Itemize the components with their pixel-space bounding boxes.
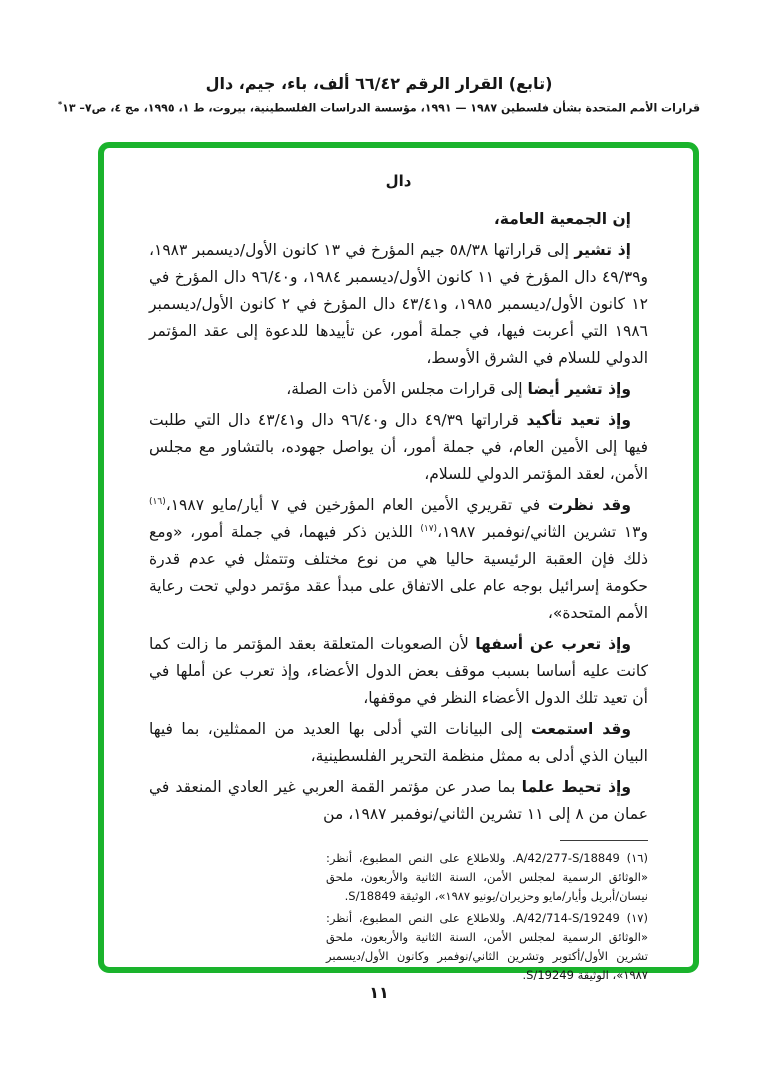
document-source-line <box>0 100 758 115</box>
footnote <box>326 909 648 985</box>
footnote-text: A/42/277-S/18849. وللاطلاع على النص المطبوع، أنظر: «الوثائق الرسمية لمجلس الأمن، السنة الثانية والأربعون، ملحق نيسان/أبريل وأيار/مايو وحزيران/يونيو ١٩٨٧»، الوثيقة S/18849. <box>326 851 648 903</box>
document-source-text: قرارات الأمم المتحدة بشأن فلسطين ١٩٨٧ — ١٩٩١، مؤسسة الدراسات الفلسطينية، بيروت، ط ١، ١٩٩٥، مج ٤، ص٧– ١٣ <box>62 101 701 115</box>
paragraph-lead-in: وقد استمعت <box>530 720 631 738</box>
body-paragraph <box>149 631 648 712</box>
footnote-text: A/42/714-S/19249. وللاطلاع على النص المطبوع، أنظر: «الوثائق الرسمية لمجلس الأمن، السنة الثانية والأربعون، ملحق تشرين الأول/أكتوبر وتشرين الثاني/نوفمبر وكانون الأول/ديسمبر ١٩٨٧»، الوثيقة S/19249. <box>326 911 648 982</box>
footnote-reference: (١٧) <box>420 523 438 534</box>
paragraph-lead-in: إن الجمعية العامة، <box>493 210 631 228</box>
body-paragraph <box>149 774 648 828</box>
section-heading: دال <box>385 172 412 190</box>
footnote <box>326 849 648 906</box>
body-paragraph <box>149 716 648 770</box>
body-paragraph <box>149 237 648 372</box>
paragraph-text: إلى قرارات مجلس الأمن ذات الصلة، <box>286 380 528 398</box>
paragraph-text: إلى البيانات التي أدلى بها العديد من الممثلين، بما فيها البيان الذي أدلى به ممثل منظمة التحرير الفلسطينية، <box>149 720 648 765</box>
paragraph-lead-in: وإذ تعيد تأكيد <box>526 411 631 429</box>
paragraph-lead-in: وإذ تشير أيضا <box>527 380 631 398</box>
footnote-reference: (١٦) <box>149 496 166 507</box>
paragraph-lead-in: وقد نظرت <box>547 496 631 514</box>
paragraph-text: قراراتها ٤٩/٣٩ دال و٩٦/٤٠ دال و٤٣/٤١ دال التي طلبت فيها إلى الأمين العام، في جملة أمور، أن يواصل جهوده، بالتشاور مع مجلس الأمن، لعقد المؤتمر الدولي للسلام، <box>149 411 648 483</box>
body-paragraph <box>149 206 648 233</box>
paragraph-text: و١٣ تشرين الثاني/نوفمبر ١٩٨٧، <box>437 523 648 541</box>
footnote-marker: (١٧) <box>619 911 648 925</box>
paragraph-lead-in: إذ تشير <box>574 241 631 259</box>
source-footnote-mark: * <box>57 100 63 109</box>
body-paragraph <box>149 407 648 488</box>
resolution-body-text <box>149 206 648 828</box>
content-frame <box>98 142 699 982</box>
paragraph-lead-in: وإذ تعرب عن أسفها <box>475 635 631 653</box>
paragraph-text: لأن الصعوبات المتعلقة بعقد المؤتمر ما زالت كما كانت عليه أساسا بسبب موقف بعض الدول الأعضاء، وإذ تعرب عن أملها في أن تعيد تلك الدول الأعضاء النظر في موقفها، <box>149 635 648 707</box>
paragraph-lead-in: وإذ تحيط علما <box>521 778 631 796</box>
body-paragraph <box>149 492 648 627</box>
paragraph-text: اللذين ذكر فيهما، في جملة أمور، «ومع ذلك فإن العقبة الرئيسية حاليا هي من نوع مختلف وتتمثل في عدم قدرة حكومة إسرائيل بوجه عام على الاتفاق على مبدأ عقد مؤتمر دولي تحت رعاية الأمم المتحدة»، <box>149 523 648 622</box>
footnotes-section <box>149 849 648 985</box>
paragraph-text: بما صدر عن مؤتمر القمة العربي غير العادي المنعقد في عمان من ٨ إلى ١١ تشرين الثاني/نوفمبر ١٩٨٧، من <box>149 778 648 823</box>
footnote-separator <box>560 840 648 841</box>
paragraph-text: إلى قراراتها ٥٨/٣٨ جيم المؤرخ في ١٣ كانون الأول/ديسمبر ١٩٨٣، و٤٩/٣٩ دال المؤرخ في ١١ كانون الأول/ديسمبر ١٩٨٤، و٩٦/٤٠ دال المؤرخ في ١٢ كانون الأول/ديسمبر ١٩٨٥، و٤٣/٤١ دال المؤرخ في ٢ كانون الأول/ديسمبر ١٩٨٦ التي أعربت فيها، في جملة أمور، عن تأييدها للدعوة إلى عقد المؤتمر الدولي للسلام في الشرق الأوسط، <box>149 241 648 367</box>
body-paragraph <box>149 376 648 403</box>
page-header <box>0 74 758 115</box>
footnote-marker: (١٦) <box>619 851 648 865</box>
document-title: (تابع) القرار الرقم ٦٦/٤٢ ألف، باء، جيم، دال <box>205 74 553 93</box>
paragraph-text: في تقريري الأمين العام المؤرخين في ٧ أيار/مايو ١٩٨٧، <box>165 496 548 514</box>
page-number: ١١ <box>369 983 389 1002</box>
